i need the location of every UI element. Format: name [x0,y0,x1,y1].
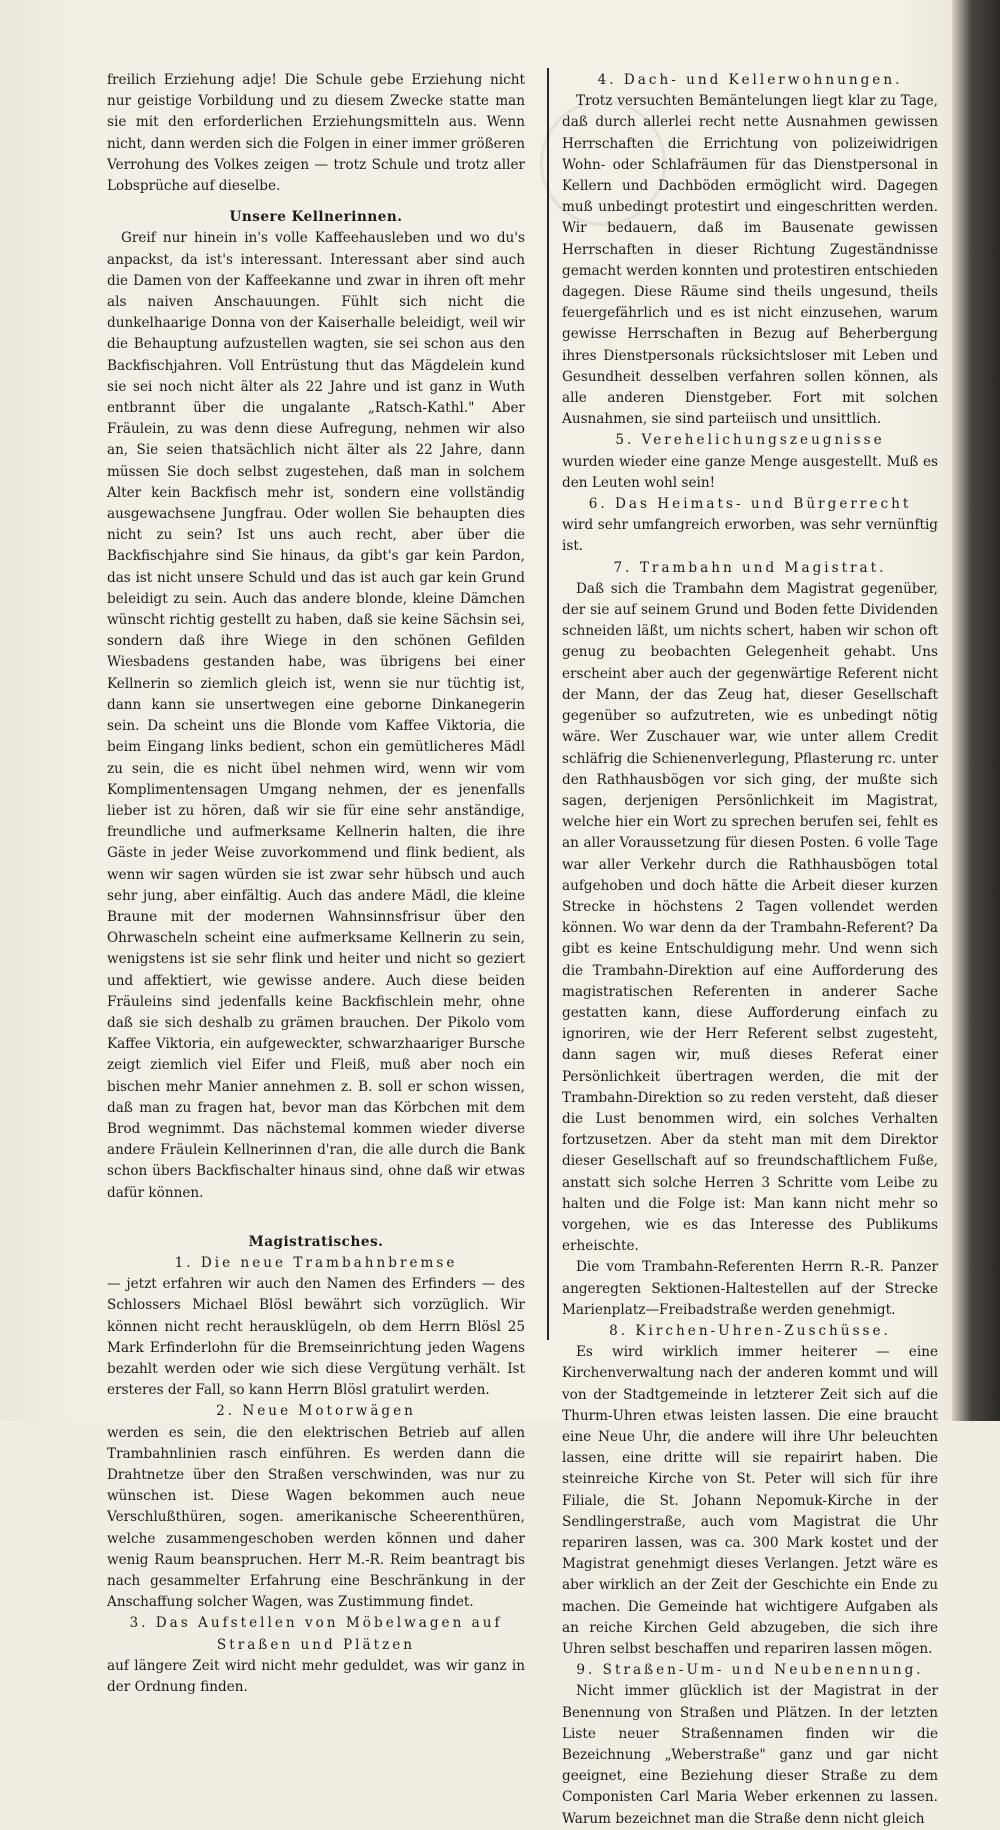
section-7-heading: 7. Trambahn und Magistrat. [613,559,887,576]
section-9-heading: 9. Straßen-Um- und Neubenennung. [576,1662,924,1679]
section-6-text: wird sehr umfangreich erworben, was sehr vernünftig ist. [562,517,938,555]
section-3-text: auf längere Zeit wird nicht mehr geduldet, was wir ganz in der Ordnung finden. [107,1657,525,1696]
kellnerinnen-text: Greif nur hinein in's volle Kaffeehausleben und wo du's anpackst, da ist's interessant. Interessant aber sind auch die Damen von der Kaffeekanne und zwar in ihren oft mehr als naiven Anschauungen. Fühlt sich nicht die dunkelhaarige Donna von der Kaiserhalle beleidigt, weil wir die Behauptung aufzustellen wagten, sie sei schon aus den Backfischjahren. Voll Entrüstung thut das Mägdelein kund sie sei noch nicht älter als 22 Jahre und ist ganz in Wuth entbrannt über die ungalante „Ratsch-Kathl." Aber Fräulein, zu was denn diese Aufregung, nehmen wir also an, Sie seien thatsächlich nicht älter als 22 Jahre, dann müssen Sie doch selbst zugestehen, daß man in solchem Alter kein Backfisch mehr ist, sondern eine vollständig ausgewachsene Jungfrau. Oder wollen Sie behaupten dies nicht zu sein? Ist uns auch recht, aber über die Backfischjahre sind Sie hinaus, da gibt's gar kein Pardon, das ist nicht unsere Schuld und das ist auch gar kein Grund beleidigt zu sein. Auch das andere blonde, kleine Dämchen wünscht richtig gestellt zu haben, daß sie keine Sächsin sei, sondern daß ihre Wiege in den schönen Gefilden Wiesbadens gestanden habe, was übrigens bei einer Kellnerin so ziemlich gleich ist, wenn sie nur tüchtig ist, dann kann sie unsertwegen eine geborne Dinkanegerin sein. Da scheint uns die Blonde vom Kaffee Viktoria, die beim Eingang links bedient, schon ein gemütlicheres Mädl zu sein, die es nicht übel nehmen wird, wenn wir vom Komplimentensagen Umgang nehmen, der es jenenfalls lieber ist zu hören, daß wir sie für eine sehr anständige, freundliche und aufmerksame Kellnerin halten, die ihre Gäste in jeder Weise zuvorkommend und flink bedient, als wenn wir sagen würden sie ist zwar sehr hübsch und auch sehr jung, aber einfältig. Auch das andere Mädl, die kleine Braune mit der modernen Wahnsinnsfrisur über den Ohrwascheln scheint eine aufmerksame Kellnerin zu sein, wenigstens ist sie sehr flink und heiter und nicht so geziert und affektiert, wie gewisse andere. Auch diese beiden Fräuleins sind jedenfalls keine Backfischlein mehr, ohne daß sie sich deshalb zu grämen brauchen. Der Pikolo vom Kaffee Viktoria, ein aufgeweckter, schwarzhaariger Bursche zeigt ziemlich viel Eifer und Fleiß, muß aber noch ein bischen mehr Manier annehmen z. B. soll er schon wissen, daß man zu fragen hat, bevor man das Körbchen mit dem Brod wegnimmt. Das nächstemal kommen wieder diverse andere Fräulein Kellnerinnen d'ran, die alle durch die Bank schon übers Backfischalter hinaus sind, ohne daß wir etwas dafür können. [107,230,525,1201]
section-7-text: Daß sich die Trambahn dem Magistrat gegenüber, der sie auf seinem Grund und Boden fette Dividenden schneiden läßt, um nichts schert, haben wir schon oft genug zu beobachten Gelegenheit gehabt. Uns erscheint aber auch der gegenwärtige Referent nicht der Mann, der das Zeug hat, dieser Gesellschaft gegenüber so aufzutreten, wie es unbedingt nötig wäre. Wer Zuschauer war, wie unter allem Credit schläfrig die Schienenverlegung, Pflasterung rc. unter den Rathhausbögen vor sich ging, der mußte sich sagen, derjenigen Persönlichkeit im Magistrat, welche hier ein Wort zu sprechen berufen sei, fehlt es an aller Voraussetzung für diesen Posten. 6 volle Tage war aller Verkehr durch die Rathhausbögen total aufgehoben und doch hätte die Arbeit dieser kurzen Strecke in höchstens 2 Tagen vollendet werden können. Wo war denn da der Trambahn-Referent? Da gibt es keine Entschuldigung mehr. Und wenn sich die Trambahn-Direktion auf eine Aufforderung des magistratischen Referenten in anderer Sache gestatten kann, diese Aufforderung einfach zu ignoriren, wie der Herr Referent selbst zugesteht, dann sagen wir, muß dieses Referat einer Persönlichkeit übertragen werden, die mit der Trambahn-Direktion so zu reden versteht, daß dieser die Lust benommen wird, ein solches Verhalten fortzusetzen. Aber da steht man mit dem Direktor dieser Gesellschaft auf so freundschaftlichem Fuße, anstatt sich solche Herren 3 Schritte vom Leibe zu halten und die Folge ist: Man kann nicht mehr so vorgehen, wie es das Interesse des Publikums erheischte. [562,580,939,1255]
section-2-text: werden es sein, die den elektrischen Betrieb auf allen Trambahnlinien rasch einführen. Es werden dann die Drahtnetze über den Straßen verschwinden, was nur zu wünschen ist. Diese Wagen bekommen auch neue Verschlußthüren, sogen. amerikanische Scheerenthüren, welche zusammengeschoben werden können und daher wenig Raum beanspruchen. Herr M.-R. Reim beantragt bis nach gesammelter Erfahrung eine Beschränkung in der Anschaffung solcher Wagen, was Zustimmung findet. [107,1424,525,1611]
intro-paragraph: freilich Erziehung adje! Die Schule gebe Erziehung nicht nur geistige Vorbildung und zu diesem Zwecke statte man sie mit den erforderlichen Erziehungsmitteln aus. Wenn nicht, dann werden sich die Folgen in einer immer größeren Verrohung des Volkes zeigen — trotz Schule und trotz aller Lobsprüche auf dieselbe. [107,72,525,195]
kellnerinnen-heading: Unsere Kellnerinnen. [229,209,403,226]
magistratisches-heading: Magistratisches. [248,1233,384,1250]
section-3-heading: 3. Das Aufstellen von Möbelwagen auf [129,1615,503,1632]
column-divider [547,68,549,1340]
right-column [562,70,938,1830]
section-8-text: Es wird wirklich immer heiterer — eine Kirchenverwaltung nach der anderen kommt und will von der Stadtgemeinde in letzterer Zeit sich auf die Thurm-Uhren etwas leisten lassen. Die eine braucht eine Neue Uhr, die andere will ihre Uhr beleuchten lassen, eine dritte will sie repairirt haben. Die steinreiche Kirche von St. Peter will sich für ihre Filiale, die St. Johann Nepomuk-Kirche in der Sendlingerstraße, auch vom Magistrat die Uhr repariren lassen, was ca. 300 Mark kostet und der Magistrat genehmigt dieses Verlangen. Jetzt wäre es aber wirklich an der Zeit der Geschichte ein Ende zu machen. Die Gemeinde hat wichtigere Aufgaben als an reiche Kirchen Geld abzugeben, die sich ihre Uhren selbst beschaffen und repariren lassen mögen. [562,1344,938,1658]
section-8-heading: 8. Kirchen-Uhren-Zuschüsse. [609,1322,891,1339]
section-1-text: — jetzt erfahren wir auch den Namen des Erfinders — des Schlossers Michael Blösl bewährt sich vorzüglich. Wir können nicht recht herausklügeln, ob dem Herrn Blösl 25 Mark Erfinderlohn für die Bremseinrichtung jeden Wagens bezahlt werden oder wie sich diese Vergütung verhält. Ist ersteres der Fall, so kann Herrn Blösl gratulirt werden. [107,1276,525,1399]
section-5-heading: 5. Verehelichungszeugnisse [615,432,885,449]
section-6-heading: 6. Das Heimats- und Bürgerrecht [588,496,912,513]
page-edge-shadow [952,0,1000,1421]
section-1-heading: 1. Die neue Trambahnbremse [174,1254,458,1271]
section-5-text: wurden wieder eine ganze Menge ausgestellt. Muß es den Leuten wohl sein! [562,453,938,491]
section-3-heading-line2: Straßen und Plätzen [216,1636,416,1653]
section-9-text: Nicht immer glücklich ist der Magistrat in der Benennung von Straßen und Plätzen. In der letzten Liste neuer Straßennamen finden wir die Bezeichnung „Weberstraße" ganz und gar nicht geeignet, eine Beziehung dieser Straße zu dem Componisten Carl Maria Weber erkennen zu lassen. Warum bezeichnet man die Straße denn nicht gleich [562,1683,938,1827]
left-column [107,70,525,1698]
section-4-heading: 4. Dach- und Kellerwohnungen. [597,72,903,88]
section-4-text: Trotz versuchten Bemäntelungen liegt klar zu Tage, daß durch allerlei recht nette Ausnahmen gewissen Herrschaften die Errichtung von polizeiwidrigen Wohn- oder Schlafräumen für das Dienstpersonal in Kellern und Dachböden ermöglicht wird. Dagegen muß unbedingt protestirt und eingeschritten werden. Wir bedauern, daß im Bausenate gewissen Herrschaften in dieser Richtung Zugeständnisse gemacht werden konnten und protestiren entschieden dagegen. Diese Räume sind theils ungesund, theils feuergefährlich und es ist nicht einzusehen, warum gewisse Herrschaften in Bezug auf Beherbergung ihres Dienstpersonals rücksichtsloser mit Leben und Gesundheit desselben verfahren sollen können, als alle anderen Dienstgeber. Fort mit solchen Ausnahmen, sie sind parteiisch und unsittlich. [562,93,938,428]
section-2-heading: 2. Neue Motorwägen [216,1403,416,1420]
section-7-text-2: Die vom Trambahn-Referenten Herrn R.-R. Panzer angeregten Sektionen-Haltestellen auf der Strecke Marienplatz—Freibadstraße werden genehmigt. [562,1259,938,1318]
